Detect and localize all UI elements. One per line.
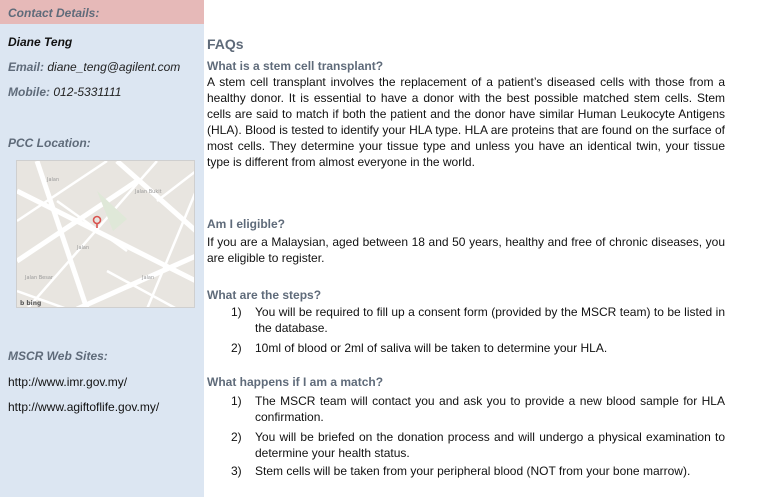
svg-text:Jalan Bukit: Jalan Bukit xyxy=(135,189,162,195)
question-eligible: Am I eligible? xyxy=(207,217,286,231)
list-text: You will be briefed on the donation process and will undergo a physical examination to determine your health status. xyxy=(255,430,725,460)
map-graphic xyxy=(17,161,195,308)
svg-text:Jalan: Jalan xyxy=(142,275,155,281)
svg-text:Jalan: Jalan xyxy=(77,245,90,251)
link-agiftoflife[interactable]: http://www.agiftoflife.gov.my/ xyxy=(8,400,160,414)
email-value[interactable]: diane_teng@agilent.com xyxy=(47,60,181,74)
mobile-value: 012-5331111 xyxy=(53,85,122,99)
location-map[interactable] xyxy=(16,160,195,308)
list-number: 1) xyxy=(231,394,242,408)
list-number: 1) xyxy=(231,305,242,319)
pcc-location-label: PCC Location: xyxy=(8,136,91,150)
mobile-label: Mobile: xyxy=(8,85,50,99)
svg-text:Jalan: Jalan xyxy=(47,177,60,183)
contact-name: Diane Teng xyxy=(8,35,73,49)
map-logo: b bing xyxy=(20,300,42,307)
email-label: Email: xyxy=(8,60,45,74)
list-text: You will be required to fill up a consent form (provided by the MSCR team) to be listed in the database. xyxy=(255,305,725,335)
contact-email-row xyxy=(8,60,180,74)
faq-title: FAQs xyxy=(207,36,244,52)
answer-stem-cell-transplant: A stem cell transplant involves the replacement of a patient’s diseased cells with those from a healthy donor. It is essential to have a donor with the best possible matched stem cells. Stem cells are said to match if both the patient and the donor have similar Human Leukocyte Antigens (HLA). Blood is tested to identify your HLA type. HLA are proteins that are found on the surface of most cells. They determine your tissue type and unless you have an identical twin, your tissue type is different from almost everyone in the world. xyxy=(207,75,725,169)
list-text: The MSCR team will contact you and ask you to provide a new blood sample for HLA confirmation. xyxy=(255,394,725,424)
list-text: 10ml of blood or 2ml of saliva will be taken to determine your HLA. xyxy=(255,341,608,355)
sidebar xyxy=(0,0,204,497)
question-stem-cell-transplant: What is a stem cell transplant? xyxy=(207,59,384,73)
list-number: 2) xyxy=(231,341,242,355)
question-steps: What are the steps? xyxy=(207,288,322,302)
link-imr[interactable]: http://www.imr.gov.my/ xyxy=(8,375,128,389)
question-match: What happens if I am a match? xyxy=(207,375,384,389)
mscr-websites-label: MSCR Web Sites: xyxy=(8,349,108,363)
list-text: Stem cells will be taken from your peripheral blood (NOT from your bone marrow). xyxy=(255,464,691,478)
contact-mobile-row xyxy=(8,85,121,99)
contact-details-header: Contact Details: xyxy=(0,0,204,24)
list-number: 2) xyxy=(231,430,242,444)
svg-text:Jalan Besar: Jalan Besar xyxy=(25,275,53,281)
list-number: 3) xyxy=(231,464,242,478)
answer-eligible: If you are a Malaysian, aged between 18 and 50 years, healthy and free of chronic diseases, you are eligible to register. xyxy=(207,235,725,265)
faq-content xyxy=(207,0,727,497)
